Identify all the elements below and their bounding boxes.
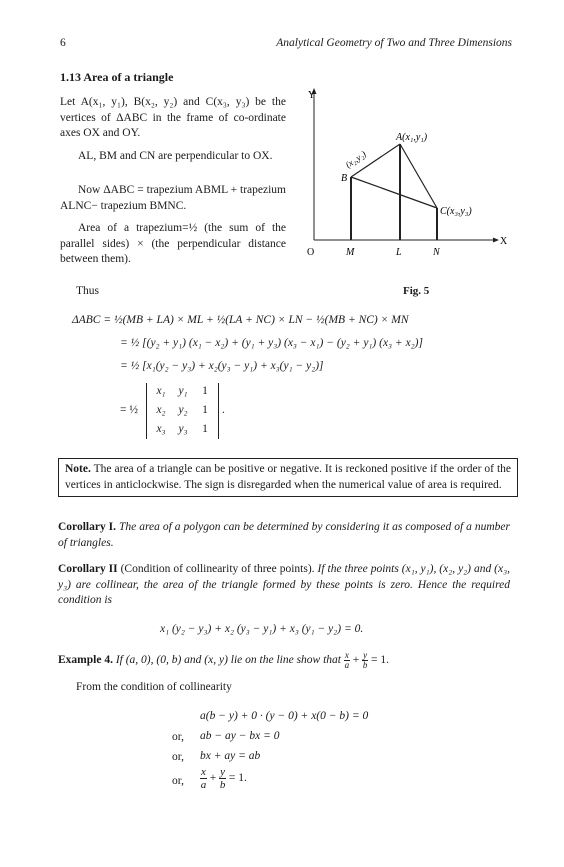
side-bc bbox=[351, 177, 437, 208]
frac-num: y bbox=[363, 650, 368, 660]
solution-or-1: or, bbox=[172, 731, 184, 743]
solution-step-3: bx + ay = ab bbox=[200, 750, 261, 762]
frac-den: b bbox=[362, 660, 368, 670]
det-cell: 1 bbox=[202, 423, 208, 435]
figure-caption: Fig. 5 bbox=[403, 285, 430, 297]
frac-den: a bbox=[200, 779, 207, 791]
frac-den: a bbox=[344, 660, 350, 670]
frac-num: y bbox=[220, 766, 226, 778]
running-head: Analytical Geometry of Two and Three Dimensions bbox=[276, 37, 512, 49]
solution-step-1: a(b − y) + 0 · (y − 0) + x(0 − b) = 0 bbox=[200, 710, 369, 722]
det-cell: x₁ bbox=[156, 385, 166, 397]
det-cell: y₁ bbox=[178, 385, 188, 397]
det-cell: x₂ bbox=[156, 404, 166, 416]
derivation-line-2: = ½ [(y₂ + y₁) (x₁ − x₂) + (y₁ + y₃) (x₃ − x₁) − (y₂ + y₁) (x₃ + x₂)] bbox=[120, 337, 423, 349]
x-axis-arrow bbox=[493, 238, 499, 243]
label-b: B bbox=[341, 173, 348, 184]
label-n: N bbox=[433, 247, 440, 258]
determinant bbox=[120, 383, 270, 443]
corollary-1 bbox=[58, 520, 510, 551]
solution-step-2: ab − ay − bx = 0 bbox=[200, 730, 280, 742]
example-plus: + bbox=[349, 654, 363, 667]
solution-end: = 1. bbox=[226, 772, 247, 785]
intro-paragraph-1: Let A(x₁, y₁), B(x₂, y₂) and C(x₃, y₃) be the vertices of ΔABC in the frame of co-ordinate axes OX and OY. bbox=[60, 96, 286, 139]
label-c: C(x₃,y₃) bbox=[440, 206, 472, 217]
derivation-line-1: ΔABC = ½(MB + LA) × ML + ½(LA + NC) × LN − ½(MB + NC) × MN bbox=[72, 314, 409, 326]
label-m: M bbox=[346, 247, 355, 258]
example-4 bbox=[58, 651, 510, 670]
frac-num: x bbox=[344, 650, 349, 660]
det-cell: y₃ bbox=[178, 423, 188, 435]
corollary-2-text: If the three points (x₁, y₁), (x₂, y₂) and (x₃, y₃) are collinear, the area of the triangle formed by these points is zero. Hence the required condition is bbox=[58, 563, 510, 606]
example-text-a: If (a, 0), (0, b) and (x, y) lie on the line show that bbox=[112, 654, 344, 667]
label-l: L bbox=[396, 247, 402, 258]
note-box bbox=[58, 458, 518, 497]
triangle-figure bbox=[296, 84, 518, 264]
solution-or-2: or, bbox=[172, 751, 184, 763]
intro-paragraph-2: AL, BM and CN are perpendicular to OX. bbox=[78, 150, 273, 162]
solution-fraction-1 bbox=[200, 766, 207, 791]
det-cell: 1 bbox=[202, 404, 208, 416]
det-left-bar bbox=[146, 383, 147, 439]
note-text: The area of a triangle can be positive or negative. It is reckoned positive if the order of the vertices in anticlockwise. The sign is disregarded when the numerical value of area is required. bbox=[65, 463, 511, 491]
example-label: Example 4. bbox=[58, 654, 113, 667]
corollary-1-text: The area of a polygon can be determined by considering it as composed of a number of triangles. bbox=[58, 521, 511, 549]
label-y: Y bbox=[308, 90, 316, 101]
solution-fraction-2 bbox=[219, 766, 226, 791]
label-a: A(x₁,y₁) bbox=[396, 132, 428, 143]
thus-label: Thus bbox=[76, 285, 99, 297]
det-prefix: = ½ bbox=[120, 404, 138, 416]
derivation-line-3: = ½ [x₁(y₂ − y₃) + x₂(y₃ − y₁) + x₃(y₁ − y₂)] bbox=[120, 360, 324, 372]
det-suffix: . bbox=[222, 404, 225, 416]
note-label: Note. bbox=[65, 463, 91, 475]
label-b-coords: (x₂,y₂) bbox=[343, 148, 368, 170]
corollary-2-paren: (Condition of collinearity of three points). bbox=[117, 563, 315, 575]
intro-paragraph-3: Now ΔABC = trapezium ABML + trapezium ALNC− trapezium BMNC. bbox=[60, 184, 286, 212]
label-x: X bbox=[500, 236, 508, 247]
corollary-2 bbox=[58, 562, 510, 609]
example-text-b: = 1. bbox=[368, 654, 389, 667]
det-cell: 1 bbox=[202, 385, 208, 397]
det-cell: x₃ bbox=[156, 423, 166, 435]
det-right-bar bbox=[218, 383, 219, 439]
solution-plus: + bbox=[206, 772, 220, 785]
collinearity-condition: x₁ (y₂ − y₃) + x₂ (y₃ − y₁) + x₃ (y₁ − y₂) = 0. bbox=[160, 623, 364, 635]
solution-step-4 bbox=[200, 766, 247, 791]
frac-num: x bbox=[201, 766, 206, 778]
frac-den: b bbox=[219, 779, 226, 791]
side-ac bbox=[400, 144, 437, 208]
page-number: 6 bbox=[60, 37, 66, 49]
corollary-1-label: Corollary I. bbox=[58, 521, 117, 533]
solution-or-3: or, bbox=[172, 775, 184, 787]
intro-paragraph-4: Area of a trapezium=½ (the sum of the parallel sides) × (the perpendicular distance between them). bbox=[60, 222, 286, 265]
det-cell: y₂ bbox=[178, 404, 188, 416]
corollary-2-label: Corollary II bbox=[58, 563, 118, 575]
section-title: 1.13 Area of a triangle bbox=[60, 70, 174, 84]
label-o: O bbox=[307, 247, 315, 258]
solution-intro: From the condition of collinearity bbox=[76, 681, 232, 693]
